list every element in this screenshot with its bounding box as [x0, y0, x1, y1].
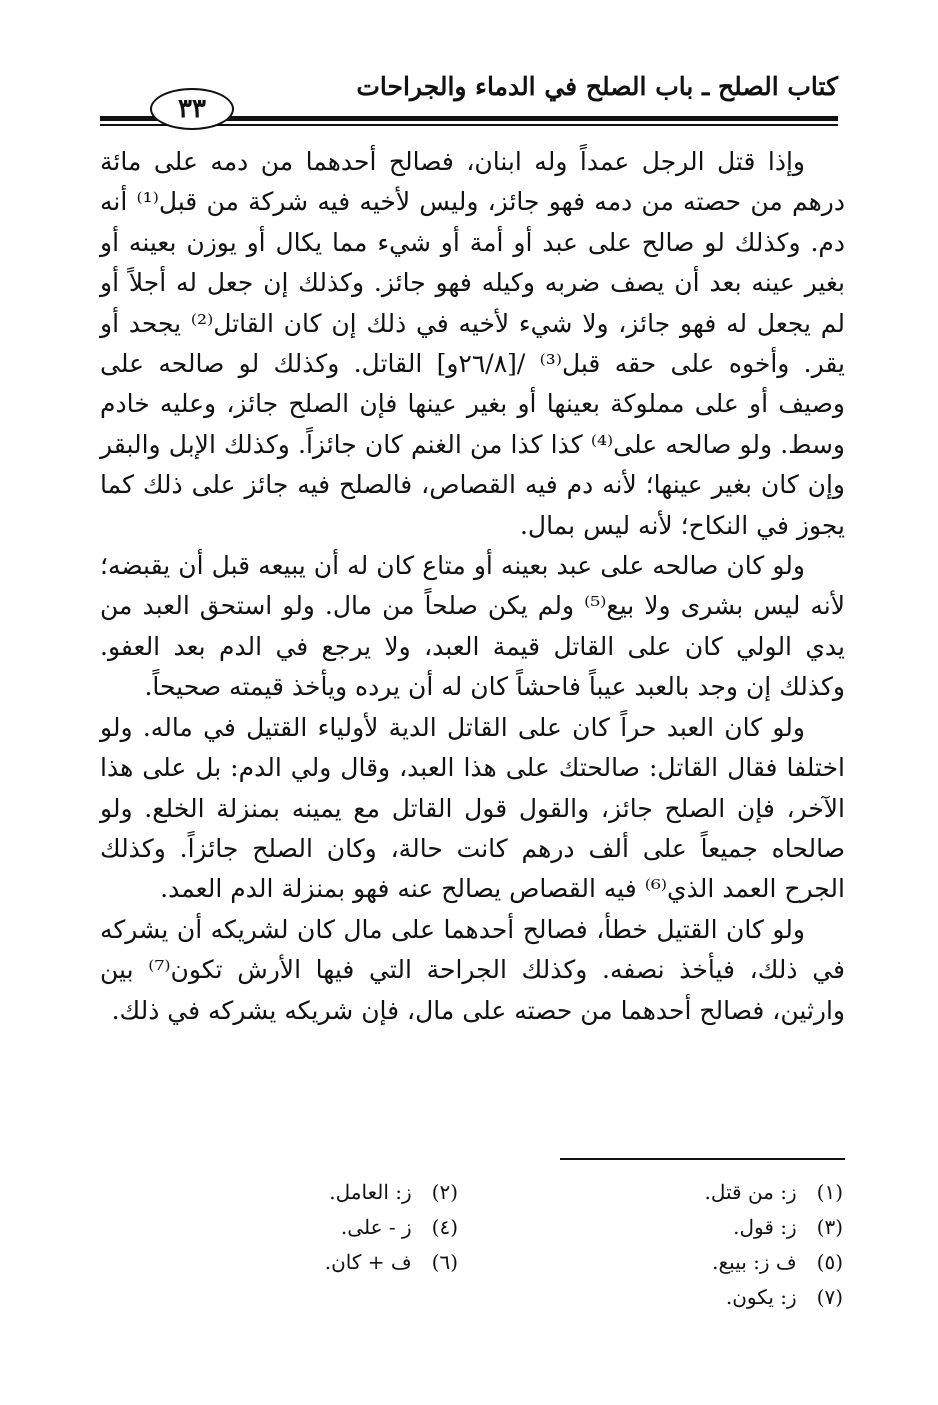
footnote-number: (١)	[816, 1180, 843, 1204]
footnote	[158, 1245, 458, 1280]
paragraph: ولو كان صالحه على عبد بعينه أو متاع كان له أن يبيعه قبل أن يقبضه؛ لأنه ليس بشرى ولا بيع⁽⁵⁾ ولم يكن صلحاً من مال. ولو استحق العبد من يدي الولي كان على القاتل قيمة العبد، ولا يرجع في الدم بعد العفو. وكذلك إن وجد بالعبد عيباً فاحشاً كان له أن يرده ويأخذ قيمته صحيحاً.	[100, 551, 846, 702]
footnote	[158, 1210, 458, 1245]
footnote-text: ز - على.	[340, 1215, 412, 1239]
paragraph: ولو كان القتيل خطأ، فصالح أحدهما على مال كان لشريكه أن يشركه في ذلك، فيأخذ نصفه. وكذلك الجراحة التي فيها الأرش تكون⁽⁷⁾ بين وارثين، فصالح أحدهما من حصته على مال، فإن شريكه يشركه في ذلك.	[100, 914, 845, 1025]
footnote-separator	[560, 1158, 845, 1160]
footnote-number: (٣)	[816, 1215, 843, 1239]
running-header-title: كتاب الصلح ـ باب الصلح في الدماء والجراحات	[356, 72, 838, 101]
paragraph: ولو كان العبد حراً كان على القاتل الدية لأولياء القتيل في ماله. ولو اختلفا فقال القاتل: صالحتك على هذا العبد، وقال ولي الدم: بل على هذا الآخر، فإن الصلح جائز، والقول قول القاتل مع يمينه بمنزلة الخلع. ولو صالحاه جميعاً على ألف درهم كانت حالة، وكان الصلح جائزاً. وكذلك الجرح العمد الذي⁽⁶⁾ فيه القصاص يصالح عنه فهو بمنزلة الدم العمد.	[100, 712, 845, 904]
footnote-text: ز: يكون.	[725, 1285, 797, 1309]
footnote-text: ز: العامل.	[329, 1180, 412, 1204]
footnote-text: ز: قول.	[733, 1215, 797, 1239]
footnote-number: (٤)	[431, 1215, 458, 1239]
footnote	[543, 1175, 843, 1210]
paragraph: وإذا قتل الرجل عمداً وله ابنان، فصالح أحدهما من دمه على مائة درهم من حصته من دمه فهو جائز، وليس لأخيه فيه شركة من قبل⁽¹⁾ أنه دم. وكذلك لو صالح على عبد أو أمة أو شيء مما يكال أو يوزن بعينه أو بغير عينه بعد أن يصف ضربه وكيله فهو جائز. وكذلك إن جعل له أجلاً أو لم يجعل له فهو جائز، ولا شيء لأخيه في ذلك إن كان القاتل⁽²⁾ يجحد أو يقر. وأخوه على حقه قبل⁽³⁾ /[٢٦/٨و] القاتل. وكذلك لو صالحه على وصيف أو على مملوكة بعينها أو بغير عينها فإن الصلح جائز، وعليه خادم وسط. ولو صالحه على⁽⁴⁾ كذا كذا من الغنم كان جائزاً. وكذلك الإبل والبقر وإن كان بغير عينها؛ لأنه دم فيه القصاص، فالصلح فيه جائز على ذلك كما يجوز في النكاح؛ لأنه ليس بمال.	[100, 147, 846, 540]
footnotes-right-column	[543, 1175, 843, 1315]
footnote-number: (٦)	[431, 1250, 458, 1274]
page-number: ٣٣	[150, 88, 234, 130]
footnote	[543, 1210, 843, 1245]
footnote	[158, 1175, 458, 1210]
footnote-text: ف + كان.	[324, 1250, 412, 1274]
footnote-number: (٢)	[431, 1180, 458, 1204]
main-text	[100, 142, 845, 1031]
footnote	[543, 1245, 843, 1280]
footnote	[543, 1280, 843, 1315]
footnotes-left-column	[158, 1175, 458, 1280]
footnote-number: (٥)	[816, 1250, 843, 1274]
footnote-text: ف ز: بيبع.	[712, 1250, 797, 1274]
footnote-text: ز: من قتل.	[704, 1180, 797, 1204]
footnote-number: (٧)	[816, 1285, 843, 1309]
